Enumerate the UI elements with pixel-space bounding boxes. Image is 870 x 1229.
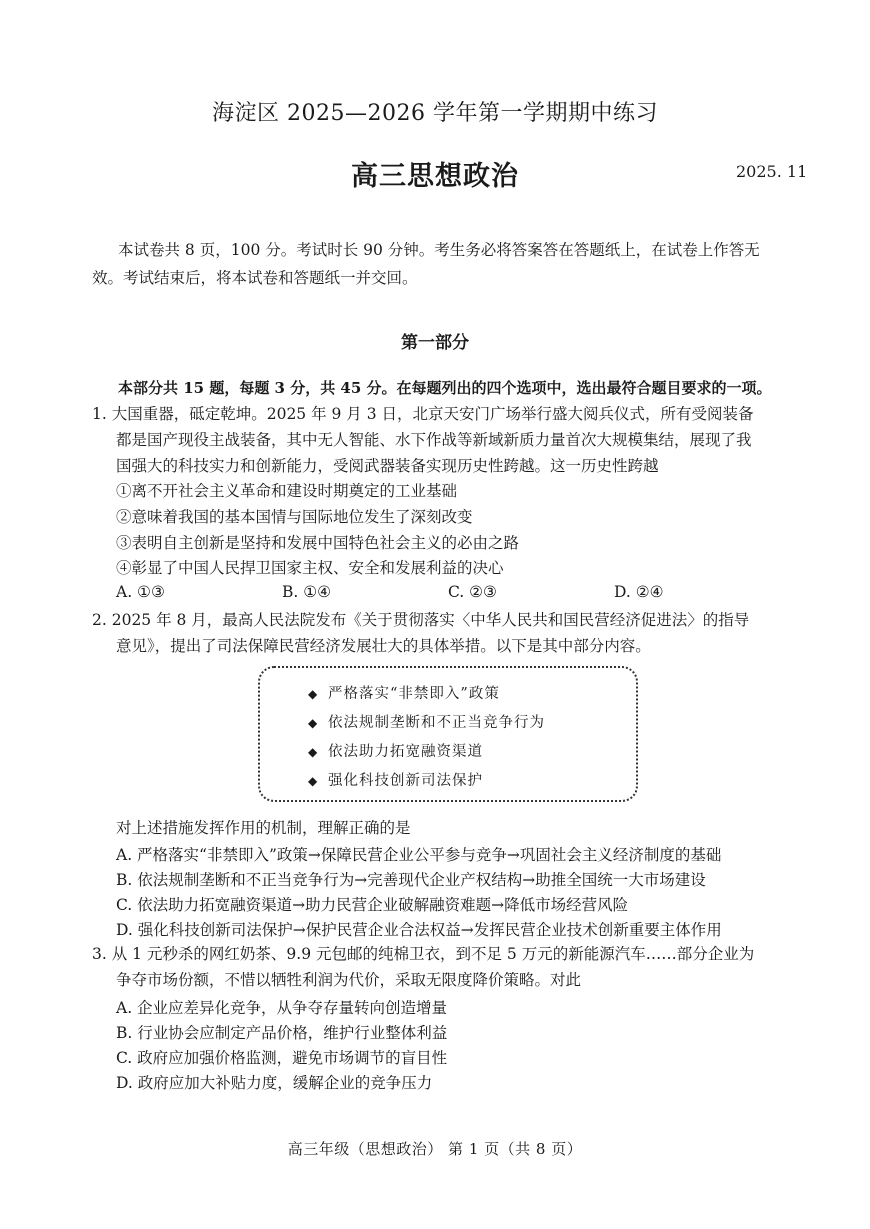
q1-statement-2: ②意味着我国的基本国情与国际地位发生了深刻改变 (116, 508, 473, 526)
page-footer: 高三年级（思想政治） 第 1 页（共 8 页） (287, 1140, 583, 1158)
q2-option-a: A. 严格落实“非禁即入”政策→保障民营企业公平参与竞争→巩固社会主义经济制度的基础 (116, 846, 722, 864)
q2-box-item: ◆ 依法规制垄断和不正当竞争行为 (308, 715, 545, 731)
q3-option-b: B. 行业协会应制定产品价格，维护行业整体利益 (116, 1024, 448, 1042)
diamond-bullet-icon: ◆ (308, 745, 319, 759)
section-description: 本部分共 15 题，每题 3 分，共 45 分。在每题列出的四个选项中，选出最符合题目要求的一项。 (118, 379, 772, 397)
q2-box-item: ◆ 严格落实“非禁即入”政策 (308, 686, 500, 702)
exam-date: 2025. 11 (736, 162, 808, 181)
q1-statement-1: ①离不开社会主义革命和建设时期奠定的工业基础 (116, 482, 458, 500)
q2-stem-line-1: 2. 2025 年 8 月，最高人民法院发布《关于贯彻落实〈中华人民共和国民营经济促进法〉的指导 (92, 611, 750, 629)
q2-box-item: ◆ 依法助力拓宽融资渠道 (308, 744, 483, 760)
subject-title: 高三思想政治 (351, 161, 519, 192)
q3-option-c: C. 政府应加强价格监测，避免市场调节的盲目性 (116, 1049, 448, 1067)
q2-option-c: C. 依法助力拓宽融资渠道→助力民营企业破解融资难题→降低市场经营风险 (116, 896, 629, 914)
diamond-bullet-icon: ◆ (308, 687, 319, 701)
q3-stem-line-1: 3. 从 1 元秒杀的网红奶茶、9.9 元包邮的纯棉卫衣，到不足 5 万元的新能源汽车……部分企业为 (92, 945, 755, 963)
q1-option-a: A. ①③ (116, 583, 165, 601)
diamond-bullet-icon: ◆ (308, 716, 319, 730)
q2-box-item: ◆ 强化科技创新司法保护 (308, 773, 483, 789)
section-title: 第一部分 (401, 333, 469, 353)
q2-prompt: 对上述措施发挥作用的机制，理解正确的是 (116, 819, 411, 837)
q1-option-d: D. ②④ (614, 583, 664, 601)
q2-measures-box (258, 666, 638, 802)
instructions-line-2: 效。考试结束后，将本试卷和答题纸一并交回。 (92, 269, 418, 287)
exam-title: 海淀区 2025—2026 学年第一学期期中练习 (212, 101, 658, 126)
q2-stem-line-2: 意见》，提出了司法保障民营经济发展壮大的具体举措。以下是其中部分内容。 (116, 637, 651, 655)
instructions-line-1: 本试卷共 8 页，100 分。考试时长 90 分钟。考生务必将答案答在答题纸上，在试卷上作答无 (118, 241, 760, 259)
q1-stem-line-3: 国强大的科技实力和创新能力，受阅武器装备实现历史性跨越。这一历史性跨越 (116, 457, 659, 475)
q3-option-d: D. 政府应加大补贴力度，缓解企业的竞争压力 (116, 1074, 433, 1092)
q1-option-b: B. ①④ (282, 583, 332, 601)
q1-stem-line-1: 1. 大国重器，砥定乾坤。2025 年 9 月 3 日，北京天安门广场举行盛大阅兵仪式，所有受阅装备 (92, 405, 754, 423)
q1-stem-line-2: 都是国产现役主战装备，其中无人智能、水下作战等新域新质力量首次大规模集结，展现了我 (116, 431, 752, 449)
q2-option-b: B. 依法规制垄断和不正当竞争行为→完善现代企业产权结构→助推全国统一大市场建设 (116, 871, 706, 889)
diamond-bullet-icon: ◆ (308, 774, 319, 788)
q2-option-d: D. 强化科技创新司法保护→保护民营企业合法权益→发挥民营企业技术创新重要主体作用 (116, 921, 722, 939)
q3-option-a: A. 企业应差异化竞争，从争夺存量转向创造增量 (116, 999, 448, 1017)
q1-statement-4: ④彰显了中国人民捍卫国家主权、安全和发展利益的决心 (116, 559, 504, 577)
q1-statement-3: ③表明自主创新是坚持和发展中国特色社会主义的必由之路 (116, 534, 520, 552)
q1-option-c: C. ②③ (448, 583, 497, 601)
q3-stem-line-2: 争夺市场份额，不惜以牺牲利润为代价，采取无限度降价策略。对此 (116, 971, 582, 989)
